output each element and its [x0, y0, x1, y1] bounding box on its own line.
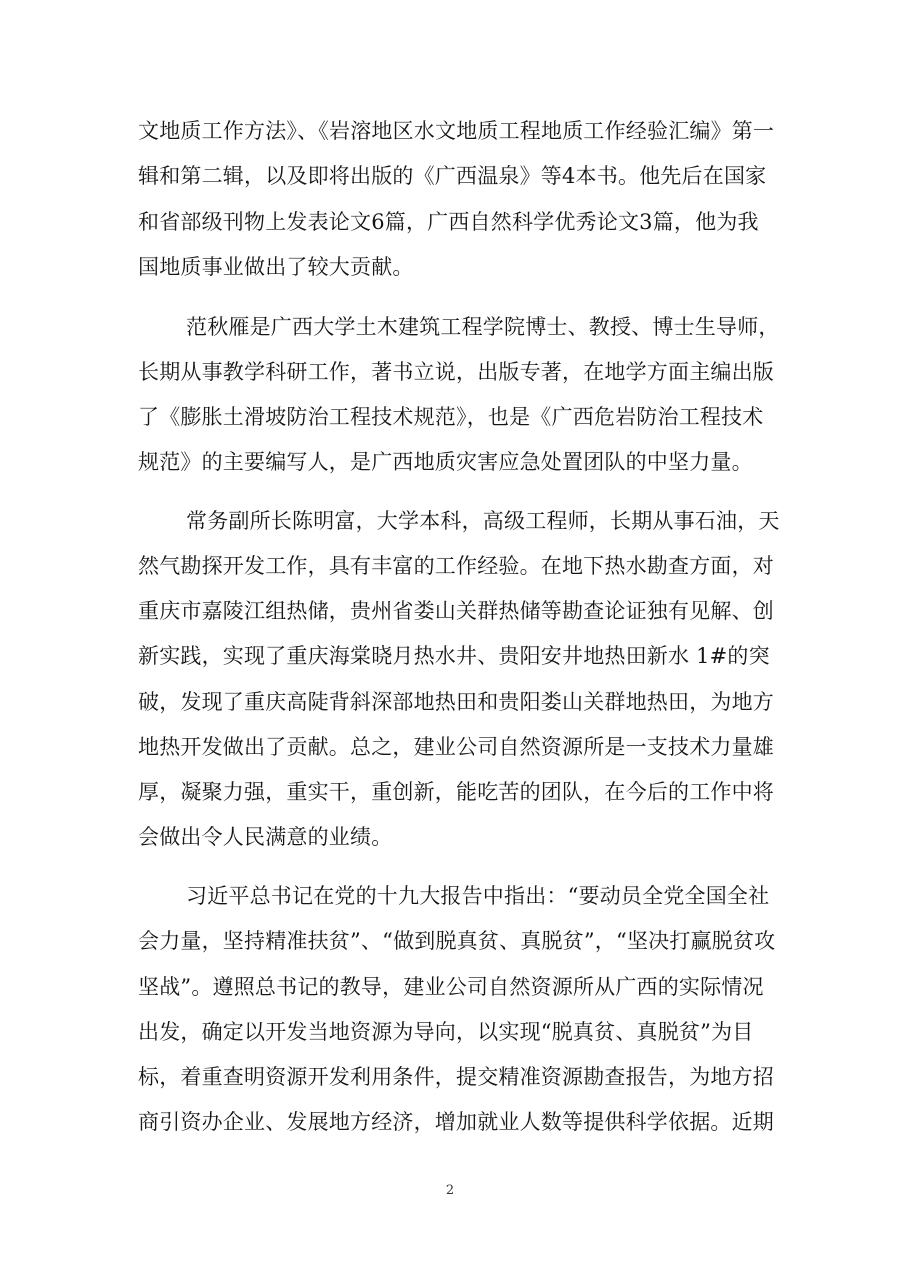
- text-line: 长期从事教学科研工作，著书立说，出版专著，在地学方面主编出版: [138, 360, 774, 384]
- text-line: 和省部级刊物上发表论文6篇，广西自然科学优秀论文3篇，他为我: [138, 210, 759, 234]
- text-line: 坚战”。遵照总书记的教导，建业公司自然资源所从广西的实际情况: [138, 975, 764, 999]
- text-line: 出发，确定以开发当地资源为导向，以实现“脱真贫、真脱贫”为目: [138, 1020, 754, 1044]
- text-line: 重庆市嘉陵江组热储，贵州省娄山关群热储等勘查论证独有见解、创: [138, 599, 774, 623]
- text-line: 了《膨胀土滑坡防治工程技术规范》，也是《广西危岩防治工程技术: [138, 405, 764, 429]
- text-line: 然气勘探开发工作，具有丰富的工作经验。在地下热水勘查方面，对: [138, 554, 774, 578]
- text-line: 会力量，坚持精准扶贫”、“做到脱真贫、真脱贫”，“坚决打赢脱贫攻: [138, 929, 776, 953]
- text-line: 会做出令人民满意的业绩。: [138, 825, 393, 849]
- text-line: 地热开发做出了贡献。总之，建业公司自然资源所是一支技术力量雄: [138, 735, 774, 759]
- text-line: 常务副所长陈明富，大学本科，高级工程师，长期从事石油，天: [186, 509, 780, 533]
- text-line: 新实践，实现了重庆海棠晓月热水井、贵阳安井地热田新水 1#的突: [138, 644, 770, 668]
- text-line: 规范》的主要编写人，是广西地质灾害应急处置团队的中坚力量。: [138, 450, 753, 474]
- text-line: 范秋雁是广西大学土木建筑工程学院博士、教授、博士生导师，: [186, 315, 780, 339]
- text-line: 破，发现了重庆高陡背斜深部地热田和贵阳娄山关群地热田，为地方: [138, 690, 774, 714]
- text-line: 厚，凝聚力强，重实干，重创新，能吃苦的团队，在今后的工作中将: [138, 780, 774, 804]
- text-line: 标，着重查明资源开发利用条件，提交精准资源勘查报告，为地方招: [138, 1065, 774, 1089]
- text-line: 习近平总书记在党的十九大报告中指出：“要动员全党全国全社: [186, 884, 770, 908]
- text-line: 文地质工作方法》、《岩溶地区水文地质工程地质工作经验汇编》第一: [138, 119, 775, 143]
- text-line: 商引资办企业、发展地方经济，增加就业人数等提供科学依据。近期: [138, 1110, 774, 1134]
- page-number: 2: [445, 1183, 455, 1198]
- text-line: 辑和第二辑，以及即将出版的《广西温泉》等4本书。他先后在国家: [138, 164, 767, 188]
- text-line: 国地质事业做出了较大贡献。: [138, 255, 414, 279]
